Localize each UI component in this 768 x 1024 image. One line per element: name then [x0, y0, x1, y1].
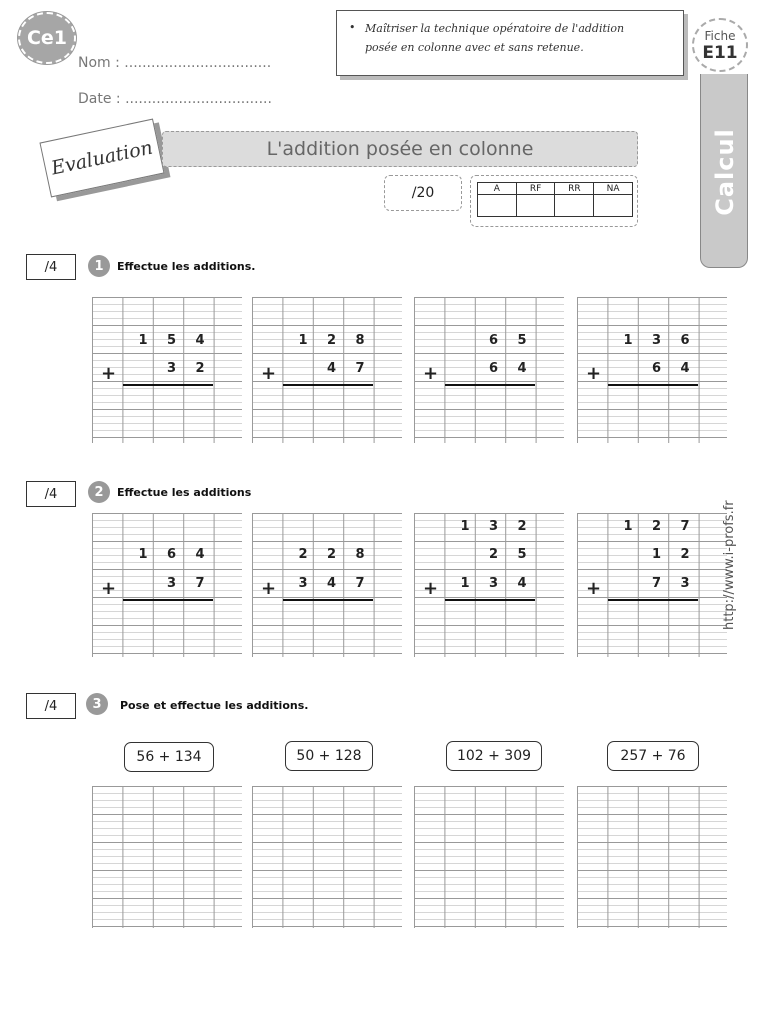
seyes-grid[interactable] — [577, 786, 727, 928]
objective-box — [336, 10, 684, 76]
eval-cell[interactable] — [478, 195, 517, 217]
fiche-badge — [692, 18, 748, 72]
plus-sign: + — [261, 578, 277, 599]
exercise-3-instruction: Pose et effectue les additions. — [120, 699, 309, 712]
digit: 1 — [138, 547, 148, 562]
plus-sign: + — [423, 363, 439, 384]
objective-line-2: posée en colonne avec et sans retenue. — [365, 41, 584, 54]
digit: 7 — [680, 519, 690, 534]
subject-tab — [700, 74, 748, 268]
digit: 7 — [195, 576, 205, 591]
digit: 5 — [517, 333, 527, 348]
exercise-1-instruction: Effectue les additions. — [117, 260, 256, 273]
plus-sign: + — [101, 363, 117, 384]
result-line — [123, 599, 213, 601]
digit: 1 — [623, 333, 633, 348]
expression-3: 102 + 309 — [446, 741, 542, 771]
digit: 8 — [355, 547, 365, 562]
exercise-2-score: /4 — [26, 481, 76, 507]
page-title: L'addition posée en colonne — [162, 131, 638, 167]
eval-col-a: A — [478, 183, 517, 195]
exercise-1-number: 1 — [88, 255, 110, 277]
result-line — [608, 599, 698, 601]
digit: 5 — [166, 333, 177, 348]
digit: 4 — [517, 576, 527, 591]
eval-cell[interactable] — [594, 195, 633, 217]
digit: 2 — [195, 361, 205, 376]
site-url: http://www.i-profs.fr — [722, 500, 737, 630]
digit: 2 — [326, 333, 337, 348]
level-badge: Ce1 — [18, 12, 76, 64]
plus-sign: + — [586, 578, 602, 599]
digit: 6 — [488, 333, 499, 348]
digit: 7 — [355, 576, 365, 591]
digit: 1 — [298, 333, 308, 348]
eval-col-na: NA — [594, 183, 633, 195]
digit: 1 — [651, 547, 662, 562]
digit: 4 — [326, 361, 337, 376]
date-field: Date : ................................. — [78, 91, 272, 107]
digit: 3 — [298, 576, 308, 591]
seyes-grid[interactable] — [92, 786, 242, 928]
result-line — [608, 384, 698, 386]
exercise-3-score: /4 — [26, 693, 76, 719]
digit: 3 — [488, 519, 499, 534]
evaluation-card: Evaluation — [39, 119, 164, 198]
result-line — [283, 599, 373, 601]
digit: 4 — [680, 361, 690, 376]
digit: 4 — [517, 361, 527, 376]
result-line — [445, 599, 535, 601]
digit: 1 — [460, 576, 470, 591]
digit: 4 — [195, 333, 205, 348]
eval-col-rf: RF — [516, 183, 555, 195]
result-line — [123, 384, 213, 386]
eval-col-rr: RR — [555, 183, 594, 195]
plus-sign: + — [101, 578, 117, 599]
digit: 5 — [517, 547, 527, 562]
result-line — [283, 384, 373, 386]
seyes-grid[interactable] — [252, 786, 402, 928]
total-score-box: /20 — [384, 175, 462, 211]
exercise-2-instruction: Effectue les additions — [117, 486, 252, 499]
expression-2: 50 + 128 — [285, 741, 373, 771]
subject-tab-label: Calcul — [711, 128, 739, 216]
digit: 3 — [651, 333, 662, 348]
digit: 2 — [488, 547, 499, 562]
digit: 1 — [138, 333, 148, 348]
evaluation-grid — [470, 175, 638, 227]
eval-cell[interactable] — [555, 195, 594, 217]
digit: 4 — [195, 547, 205, 562]
name-field: Nom : ................................. — [78, 55, 272, 71]
digit: 2 — [517, 519, 527, 534]
digit: 1 — [623, 519, 633, 534]
digit: 2 — [298, 547, 308, 562]
plus-sign: + — [423, 578, 439, 599]
digit: 2 — [651, 519, 662, 534]
digit: 6 — [488, 361, 499, 376]
digit: 6 — [680, 333, 690, 348]
digit: 3 — [166, 361, 177, 376]
digit: 3 — [166, 576, 177, 591]
digit: 3 — [680, 576, 690, 591]
exercise-1-score: /4 — [26, 254, 76, 280]
plus-sign: + — [261, 363, 277, 384]
digit: 7 — [355, 361, 365, 376]
digit: 3 — [488, 576, 499, 591]
fiche-code: E11 — [702, 43, 738, 63]
eval-cell[interactable] — [516, 195, 555, 217]
digit: 6 — [166, 547, 177, 562]
expression-1: 56 + 134 — [124, 742, 214, 772]
fiche-label: Fiche — [704, 29, 736, 43]
digit: 8 — [355, 333, 365, 348]
exercise-2-number: 2 — [88, 481, 110, 503]
objective-line-1: • Maîtriser la technique opératoire de l'addition — [365, 22, 625, 35]
digit: 2 — [680, 547, 690, 562]
digit: 6 — [651, 361, 662, 376]
result-line — [445, 384, 535, 386]
plus-sign: + — [586, 363, 602, 384]
digit: 7 — [651, 576, 662, 591]
digit: 2 — [326, 547, 337, 562]
digit: 4 — [326, 576, 337, 591]
digit: 1 — [460, 519, 470, 534]
exercise-3-number: 3 — [86, 693, 108, 715]
seyes-grid[interactable] — [414, 786, 564, 928]
expression-4: 257 + 76 — [607, 741, 699, 771]
